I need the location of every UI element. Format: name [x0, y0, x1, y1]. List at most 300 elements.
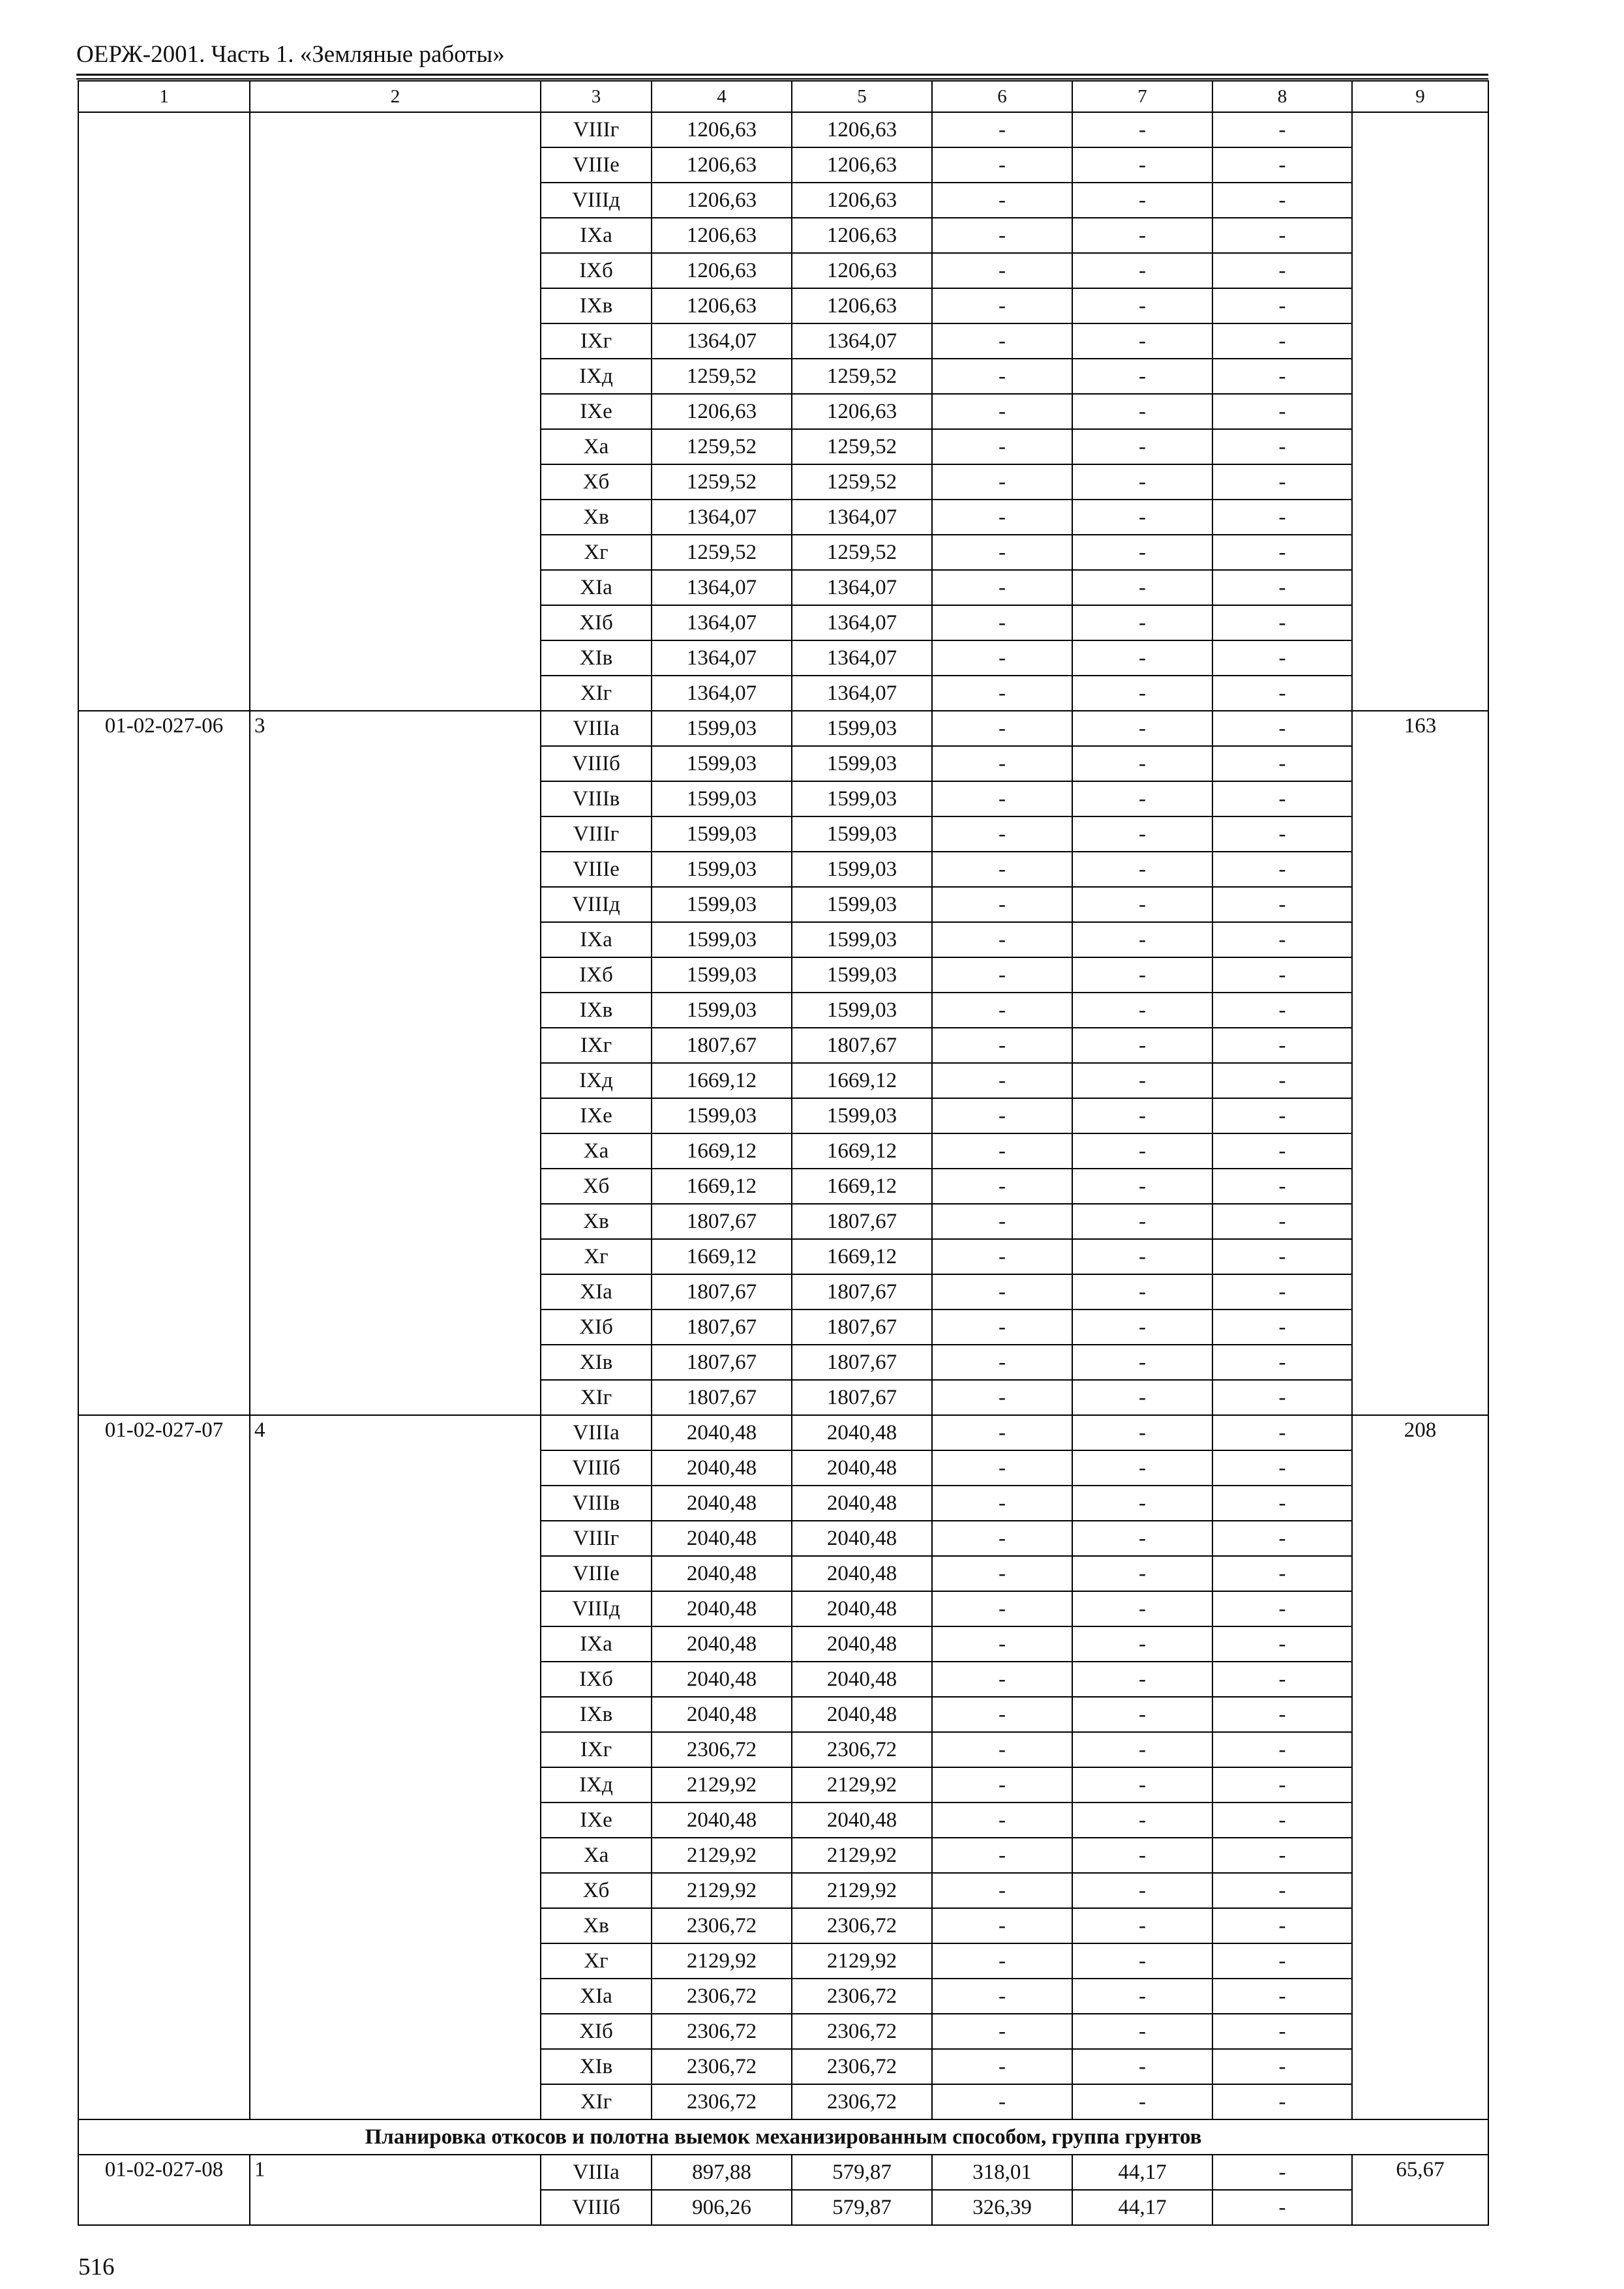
- soil-group-cell: Xг: [541, 1239, 652, 1274]
- soil-group-cell: Xг: [541, 1943, 652, 1979]
- value-cell: 1206,63: [652, 394, 792, 429]
- value-cell: 1599,03: [652, 887, 792, 922]
- value-cell: 1206,63: [652, 183, 792, 218]
- value-cell: 1807,67: [792, 1380, 932, 1415]
- soil-group-cell: VIIIд: [541, 1591, 652, 1626]
- value-cell: 2040,48: [792, 1662, 932, 1697]
- value-cell: 2306,72: [652, 2014, 792, 2049]
- soil-group-cell: Xб: [541, 1873, 652, 1908]
- soil-group-cell: VIIIб: [541, 1450, 652, 1486]
- soil-group-cell: XIг: [541, 2084, 652, 2119]
- value-cell: 1669,12: [652, 1133, 792, 1169]
- value-cell: 2040,48: [792, 1697, 932, 1732]
- value-cell: -: [1212, 147, 1352, 183]
- value-cell: 318,01: [932, 2155, 1072, 2190]
- value-cell: 906,26: [652, 2190, 792, 2225]
- value-cell: -: [1072, 218, 1212, 253]
- value-cell: -: [932, 605, 1072, 640]
- value-cell: 1599,03: [792, 957, 932, 993]
- value-cell: -: [1072, 957, 1212, 993]
- value-cell: -: [1212, 429, 1352, 464]
- value-cell: -: [1212, 464, 1352, 500]
- value-cell: -: [1212, 1873, 1352, 1908]
- value-cell: -: [1072, 1274, 1212, 1309]
- value-cell: 1599,03: [652, 781, 792, 816]
- value-cell: 2306,72: [652, 1732, 792, 1767]
- value-cell: -: [1072, 640, 1212, 676]
- value-cell: -: [1212, 993, 1352, 1028]
- value-cell: -: [932, 746, 1072, 781]
- value-cell: -: [932, 1626, 1072, 1662]
- rate-number-cell: 1: [250, 2155, 541, 2225]
- value-cell: 2306,72: [792, 1908, 932, 1943]
- soil-group-cell: VIIIa: [541, 711, 652, 746]
- value-cell: -: [932, 1521, 1072, 1556]
- value-cell: 1364,07: [792, 640, 932, 676]
- value-cell: -: [932, 1239, 1072, 1274]
- value-cell: -: [1072, 429, 1212, 464]
- value-cell: -: [932, 1486, 1072, 1521]
- value-cell: 1206,63: [792, 218, 932, 253]
- value-cell: 1807,67: [652, 1028, 792, 1063]
- header-rule-thick: [76, 74, 1488, 76]
- value-cell: -: [1072, 1838, 1212, 1873]
- value-cell: -: [1212, 1908, 1352, 1943]
- value-cell: -: [1072, 500, 1212, 535]
- value-cell: 1669,12: [652, 1063, 792, 1098]
- soil-group-cell: VIIIв: [541, 1486, 652, 1521]
- soil-group-cell: IXa: [541, 218, 652, 253]
- value-cell: -: [1212, 816, 1352, 852]
- value-cell: 1807,67: [792, 1345, 932, 1380]
- value-cell: -: [1072, 1979, 1212, 2014]
- value-cell: -: [932, 1732, 1072, 1767]
- value-cell: -: [1072, 570, 1212, 605]
- value-cell: -: [1072, 2049, 1212, 2084]
- value-cell: -: [1212, 1169, 1352, 1204]
- rates-table: [78, 80, 1489, 2226]
- soil-group-cell: Xв: [541, 500, 652, 535]
- soil-group-cell: IXг: [541, 1028, 652, 1063]
- value-cell: -: [932, 781, 1072, 816]
- value-cell: -: [1212, 112, 1352, 147]
- value-cell: 1259,52: [792, 535, 932, 570]
- value-cell: -: [1072, 394, 1212, 429]
- value-cell: -: [932, 993, 1072, 1028]
- soil-group-cell: XIг: [541, 1380, 652, 1415]
- value-cell: -: [1212, 1521, 1352, 1556]
- value-cell: -: [1072, 1133, 1212, 1169]
- soil-group-cell: VIIIe: [541, 852, 652, 887]
- value-cell: -: [1072, 535, 1212, 570]
- value-cell: -: [1072, 1380, 1212, 1415]
- value-cell: -: [932, 1662, 1072, 1697]
- value-cell: -: [1212, 1133, 1352, 1169]
- value-cell: -: [1212, 1979, 1352, 2014]
- value-cell: 1206,63: [652, 112, 792, 147]
- value-cell: 2040,48: [792, 1486, 932, 1521]
- col9-value-cell: 65,67: [1352, 2155, 1488, 2225]
- value-cell: 2040,48: [652, 1556, 792, 1591]
- value-cell: -: [932, 2014, 1072, 2049]
- rate-number-cell: 4: [250, 1415, 541, 2119]
- soil-group-cell: VIIIг: [541, 112, 652, 147]
- value-cell: -: [1212, 535, 1352, 570]
- value-cell: 1364,07: [652, 640, 792, 676]
- soil-group-cell: XIa: [541, 570, 652, 605]
- value-cell: -: [1072, 993, 1212, 1028]
- value-cell: -: [1072, 147, 1212, 183]
- value-cell: -: [1212, 1345, 1352, 1380]
- value-cell: -: [1072, 852, 1212, 887]
- value-cell: 579,87: [792, 2190, 932, 2225]
- page-header-title: ОЕРЖ-2001. Часть 1. «Земляные работы»: [76, 41, 505, 68]
- value-cell: 2040,48: [652, 1450, 792, 1486]
- value-cell: -: [1072, 887, 1212, 922]
- soil-group-cell: IXe: [541, 1803, 652, 1838]
- value-cell: 2129,92: [792, 1767, 932, 1803]
- value-cell: -: [1072, 2084, 1212, 2119]
- rate-code-cell: [78, 112, 250, 711]
- value-cell: -: [1212, 640, 1352, 676]
- value-cell: 2040,48: [792, 1591, 932, 1626]
- value-cell: -: [1072, 1626, 1212, 1662]
- soil-group-cell: VIIIe: [541, 1556, 652, 1591]
- value-cell: 2040,48: [652, 1415, 792, 1450]
- column-number: 3: [541, 81, 652, 112]
- value-cell: -: [1072, 1486, 1212, 1521]
- value-cell: -: [1072, 1732, 1212, 1767]
- value-cell: 1206,63: [792, 112, 932, 147]
- value-cell: -: [932, 1908, 1072, 1943]
- value-cell: 1599,03: [652, 746, 792, 781]
- soil-group-cell: VIIIг: [541, 1521, 652, 1556]
- column-number: 2: [250, 81, 541, 112]
- value-cell: -: [932, 2084, 1072, 2119]
- value-cell: -: [1212, 1204, 1352, 1239]
- value-cell: -: [1072, 1450, 1212, 1486]
- value-cell: -: [932, 1838, 1072, 1873]
- soil-group-cell: XIв: [541, 1345, 652, 1380]
- value-cell: -: [1072, 2014, 1212, 2049]
- value-cell: -: [1072, 1662, 1212, 1697]
- value-cell: 1669,12: [792, 1133, 932, 1169]
- soil-group-cell: IXa: [541, 922, 652, 957]
- soil-group-cell: VIIIг: [541, 816, 652, 852]
- value-cell: -: [1212, 323, 1352, 359]
- soil-group-cell: Xг: [541, 535, 652, 570]
- value-cell: -: [1072, 676, 1212, 711]
- value-cell: 1599,03: [652, 993, 792, 1028]
- value-cell: 1206,63: [792, 253, 932, 288]
- value-cell: -: [932, 1591, 1072, 1626]
- table-row: [78, 711, 1488, 746]
- soil-group-cell: XIб: [541, 605, 652, 640]
- value-cell: -: [932, 1556, 1072, 1591]
- value-cell: 2040,48: [792, 1626, 932, 1662]
- soil-group-cell: IXe: [541, 1098, 652, 1133]
- value-cell: -: [1212, 2084, 1352, 2119]
- soil-group-cell: XIб: [541, 1309, 652, 1345]
- value-cell: 1599,03: [792, 1098, 932, 1133]
- value-cell: 1364,07: [792, 570, 932, 605]
- value-cell: -: [1072, 464, 1212, 500]
- value-cell: -: [1072, 1767, 1212, 1803]
- value-cell: 1364,07: [792, 676, 932, 711]
- value-cell: 1599,03: [792, 711, 932, 746]
- value-cell: 1807,67: [652, 1309, 792, 1345]
- value-cell: -: [1072, 1556, 1212, 1591]
- value-cell: -: [1212, 711, 1352, 746]
- value-cell: -: [932, 394, 1072, 429]
- value-cell: -: [932, 1028, 1072, 1063]
- value-cell: -: [1072, 1169, 1212, 1204]
- column-number: 5: [792, 81, 932, 112]
- rate-code-cell: 01-02-027-08: [78, 2155, 250, 2225]
- value-cell: 1364,07: [652, 500, 792, 535]
- value-cell: -: [1212, 676, 1352, 711]
- soil-group-cell: IXб: [541, 957, 652, 993]
- value-cell: -: [932, 570, 1072, 605]
- value-cell: -: [932, 1767, 1072, 1803]
- value-cell: -: [1072, 112, 1212, 147]
- column-number: 6: [932, 81, 1072, 112]
- value-cell: -: [1212, 1556, 1352, 1591]
- value-cell: -: [1212, 1380, 1352, 1415]
- value-cell: 1807,67: [652, 1204, 792, 1239]
- value-cell: -: [932, 500, 1072, 535]
- rates-table-body: [78, 81, 1488, 2225]
- value-cell: 1599,03: [652, 852, 792, 887]
- value-cell: -: [932, 852, 1072, 887]
- value-cell: -: [932, 323, 1072, 359]
- value-cell: -: [1072, 1873, 1212, 1908]
- soil-group-cell: IXд: [541, 1767, 652, 1803]
- value-cell: -: [1072, 253, 1212, 288]
- value-cell: 1206,63: [792, 394, 932, 429]
- value-cell: -: [1212, 1309, 1352, 1345]
- value-cell: 1364,07: [652, 605, 792, 640]
- value-cell: 1599,03: [652, 957, 792, 993]
- value-cell: -: [1212, 922, 1352, 957]
- value-cell: 1599,03: [652, 711, 792, 746]
- value-cell: 1669,12: [652, 1169, 792, 1204]
- value-cell: -: [1072, 1697, 1212, 1732]
- value-cell: -: [1072, 922, 1212, 957]
- rate-code-cell: 01-02-027-07: [78, 1415, 250, 2119]
- value-cell: -: [1072, 359, 1212, 394]
- value-cell: -: [1212, 605, 1352, 640]
- value-cell: -: [932, 218, 1072, 253]
- soil-group-cell: Xa: [541, 1133, 652, 1169]
- value-cell: -: [1072, 781, 1212, 816]
- soil-group-cell: XIв: [541, 640, 652, 676]
- value-cell: -: [1212, 1662, 1352, 1697]
- soil-group-cell: Xв: [541, 1204, 652, 1239]
- value-cell: 1599,03: [652, 922, 792, 957]
- value-cell: 2129,92: [792, 1873, 932, 1908]
- value-cell: 2129,92: [792, 1838, 932, 1873]
- col9-value-cell: 163: [1352, 711, 1488, 1415]
- value-cell: 1259,52: [652, 429, 792, 464]
- value-cell: -: [1072, 711, 1212, 746]
- value-cell: -: [932, 1063, 1072, 1098]
- value-cell: -: [932, 816, 1072, 852]
- value-cell: 1259,52: [652, 535, 792, 570]
- column-number: 1: [78, 81, 250, 112]
- value-cell: 1259,52: [652, 359, 792, 394]
- value-cell: 1206,63: [652, 288, 792, 323]
- value-cell: 1599,03: [652, 1098, 792, 1133]
- value-cell: -: [1072, 288, 1212, 323]
- value-cell: -: [1072, 1204, 1212, 1239]
- column-number-row: [78, 81, 1488, 112]
- soil-group-cell: VIIIa: [541, 1415, 652, 1450]
- value-cell: 1206,63: [652, 253, 792, 288]
- value-cell: -: [932, 288, 1072, 323]
- value-cell: -: [1072, 183, 1212, 218]
- value-cell: 2040,48: [792, 1415, 932, 1450]
- value-cell: 2306,72: [792, 2049, 932, 2084]
- value-cell: -: [1212, 852, 1352, 887]
- value-cell: -: [932, 1873, 1072, 1908]
- value-cell: 1206,63: [652, 147, 792, 183]
- value-cell: -: [1212, 1098, 1352, 1133]
- value-cell: 2040,48: [792, 1556, 932, 1591]
- value-cell: 1807,67: [652, 1380, 792, 1415]
- value-cell: -: [1212, 500, 1352, 535]
- value-cell: 1669,12: [792, 1169, 932, 1204]
- soil-group-cell: XIa: [541, 1274, 652, 1309]
- value-cell: 2129,92: [792, 1943, 932, 1979]
- value-cell: 1364,07: [652, 676, 792, 711]
- value-cell: -: [932, 1943, 1072, 1979]
- value-cell: -: [1212, 1486, 1352, 1521]
- value-cell: 1599,03: [792, 922, 932, 957]
- value-cell: -: [932, 1309, 1072, 1345]
- value-cell: -: [932, 1450, 1072, 1486]
- value-cell: -: [1072, 1345, 1212, 1380]
- soil-group-cell: Xa: [541, 1838, 652, 1873]
- value-cell: 1364,07: [652, 570, 792, 605]
- page-number: 516: [78, 2254, 115, 2281]
- value-cell: -: [1072, 1521, 1212, 1556]
- soil-group-cell: XIб: [541, 2014, 652, 2049]
- soil-group-cell: XIв: [541, 2049, 652, 2084]
- value-cell: -: [932, 1133, 1072, 1169]
- col9-value-cell: [1352, 112, 1488, 711]
- soil-group-cell: VIIIб: [541, 746, 652, 781]
- value-cell: -: [932, 711, 1072, 746]
- soil-group-cell: VIIIв: [541, 781, 652, 816]
- value-cell: 1259,52: [652, 464, 792, 500]
- value-cell: 2129,92: [652, 1873, 792, 1908]
- value-cell: 2040,48: [652, 1521, 792, 1556]
- value-cell: 2306,72: [652, 2049, 792, 2084]
- value-cell: -: [932, 1380, 1072, 1415]
- value-cell: 2040,48: [652, 1486, 792, 1521]
- value-cell: 1807,67: [792, 1274, 932, 1309]
- value-cell: 2040,48: [652, 1591, 792, 1626]
- soil-group-cell: IXa: [541, 1626, 652, 1662]
- table-row: [78, 112, 1488, 147]
- value-cell: -: [1212, 288, 1352, 323]
- value-cell: 2306,72: [652, 1979, 792, 2014]
- table-row: [78, 1415, 1488, 1450]
- value-cell: 2040,48: [792, 1450, 932, 1486]
- value-cell: -: [1212, 1697, 1352, 1732]
- value-cell: 2129,92: [652, 1767, 792, 1803]
- value-cell: -: [932, 1697, 1072, 1732]
- table-row: [78, 2155, 1488, 2190]
- value-cell: -: [1212, 2190, 1352, 2225]
- soil-group-cell: XIa: [541, 1979, 652, 2014]
- value-cell: 1259,52: [792, 359, 932, 394]
- value-cell: -: [932, 429, 1072, 464]
- value-cell: 1669,12: [792, 1063, 932, 1098]
- value-cell: -: [1072, 1063, 1212, 1098]
- value-cell: -: [932, 1415, 1072, 1450]
- value-cell: 1206,63: [792, 288, 932, 323]
- value-cell: -: [932, 359, 1072, 394]
- soil-group-cell: VIIIe: [541, 147, 652, 183]
- value-cell: -: [1072, 746, 1212, 781]
- value-cell: 1259,52: [792, 429, 932, 464]
- value-cell: 2306,72: [792, 2084, 932, 2119]
- value-cell: -: [1212, 183, 1352, 218]
- value-cell: -: [1212, 2049, 1352, 2084]
- rate-number-cell: [250, 112, 541, 711]
- value-cell: -: [1072, 1239, 1212, 1274]
- value-cell: -: [1072, 323, 1212, 359]
- value-cell: -: [1072, 1908, 1212, 1943]
- value-cell: 579,87: [792, 2155, 932, 2190]
- value-cell: 1206,63: [652, 218, 792, 253]
- soil-group-cell: IXв: [541, 1697, 652, 1732]
- value-cell: -: [1212, 1063, 1352, 1098]
- value-cell: 1599,03: [792, 816, 932, 852]
- value-cell: -: [932, 1345, 1072, 1380]
- value-cell: -: [932, 1979, 1072, 2014]
- value-cell: 1599,03: [792, 746, 932, 781]
- soil-group-cell: IXв: [541, 993, 652, 1028]
- value-cell: -: [932, 1098, 1072, 1133]
- soil-group-cell: IXд: [541, 1063, 652, 1098]
- value-cell: 2306,72: [652, 1908, 792, 1943]
- value-cell: -: [932, 2049, 1072, 2084]
- soil-group-cell: VIIIд: [541, 183, 652, 218]
- value-cell: -: [1212, 1626, 1352, 1662]
- soil-group-cell: IXд: [541, 359, 652, 394]
- value-cell: 1669,12: [792, 1239, 932, 1274]
- value-cell: 326,39: [932, 2190, 1072, 2225]
- soil-group-cell: VIIIд: [541, 887, 652, 922]
- value-cell: -: [1212, 746, 1352, 781]
- value-cell: 1206,63: [792, 183, 932, 218]
- value-cell: 1599,03: [792, 781, 932, 816]
- value-cell: 1364,07: [792, 605, 932, 640]
- header-rule-thin: [76, 78, 1488, 80]
- value-cell: -: [1212, 1732, 1352, 1767]
- section-title: Планировка откосов и полотна выемок механизированным способом, группа грунтов: [78, 2119, 1488, 2155]
- soil-group-cell: Xб: [541, 1169, 652, 1204]
- value-cell: -: [1212, 2155, 1352, 2190]
- value-cell: -: [1212, 1274, 1352, 1309]
- value-cell: -: [1212, 1943, 1352, 1979]
- value-cell: -: [932, 1803, 1072, 1838]
- value-cell: 2040,48: [652, 1662, 792, 1697]
- value-cell: -: [1212, 957, 1352, 993]
